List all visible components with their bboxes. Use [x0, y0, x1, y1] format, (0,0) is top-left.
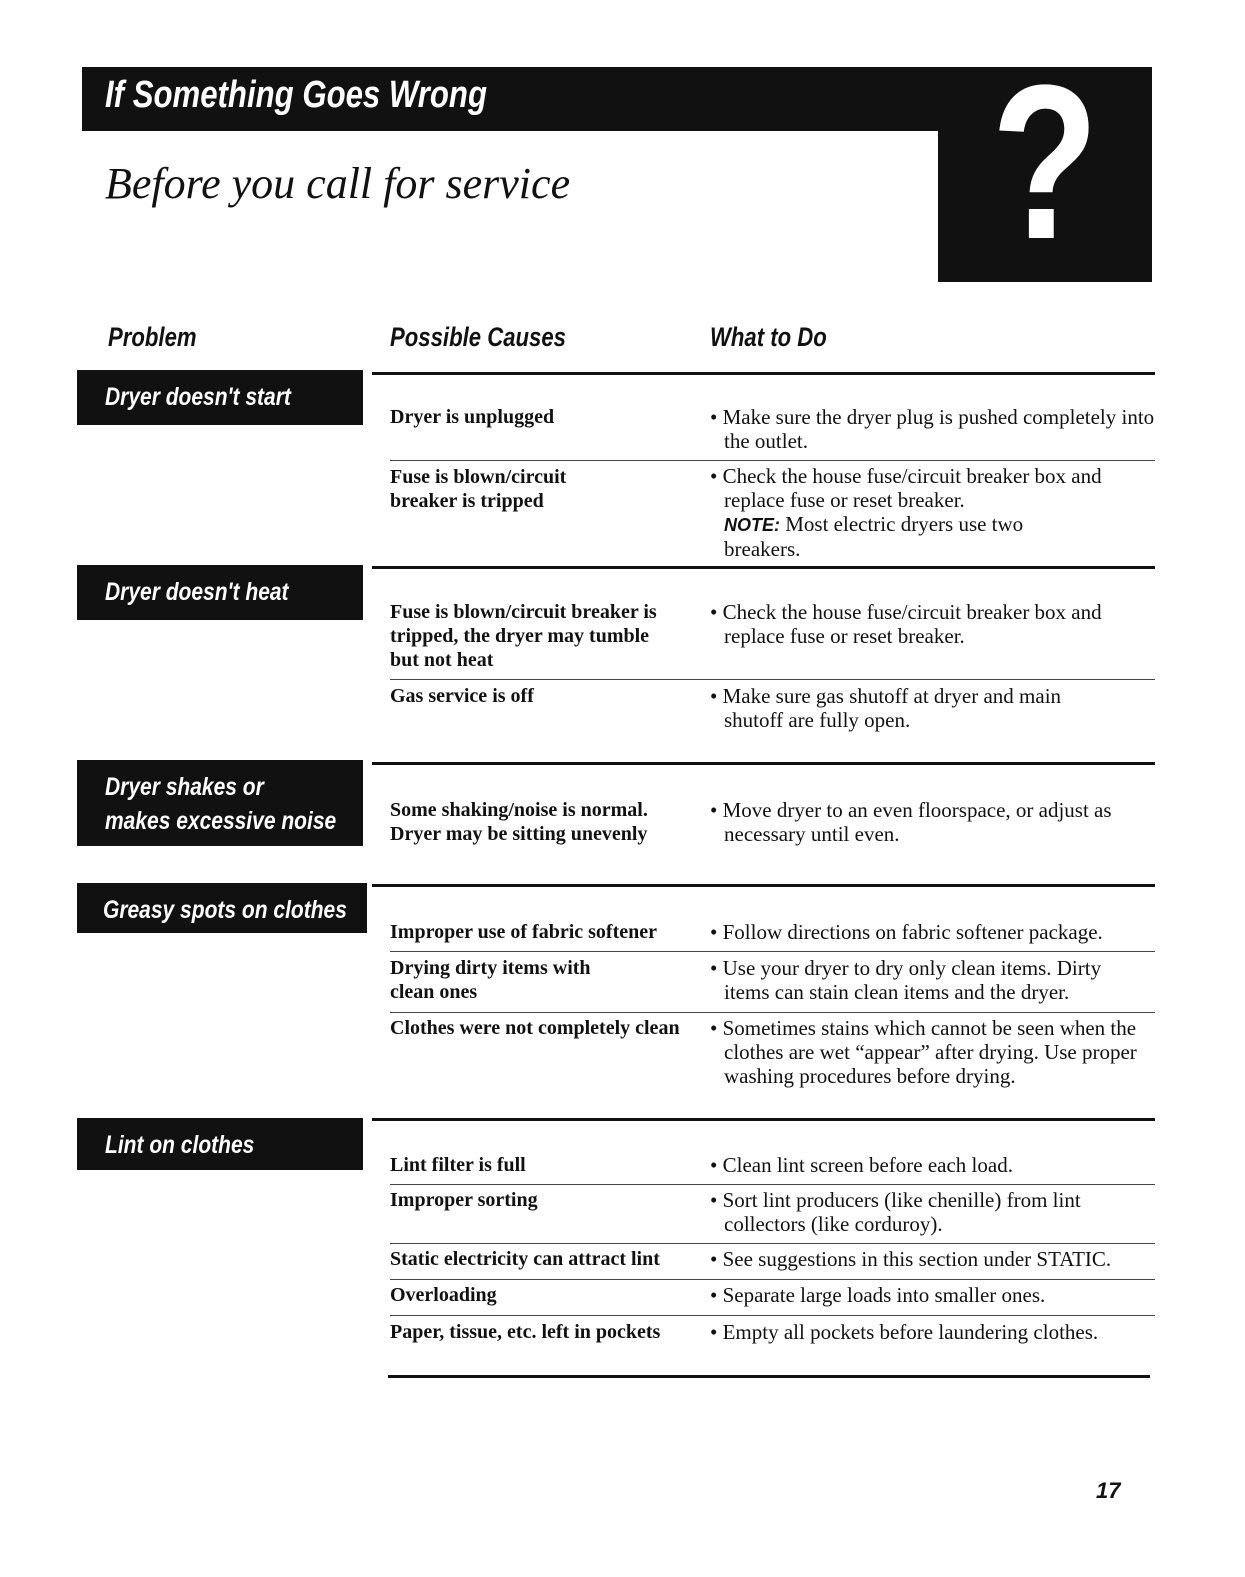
problem-label-greasy-spots: Greasy spots on clothes: [77, 883, 367, 933]
todo-text: • Move dryer to an even floorspace, or adjust as necessary until even.: [710, 798, 1112, 846]
todo-text: • Clean lint screen before each load.: [710, 1153, 1013, 1177]
page-subtitle: Before you call for service: [105, 159, 571, 208]
todo-text: • Sort lint producers (like chenille) from lint collectors (like corduroy).: [710, 1188, 1081, 1236]
section-rule: [372, 1118, 1155, 1121]
column-header-causes: Possible Causes: [390, 322, 566, 352]
todo-text: • Empty all pockets before laundering clothes.: [710, 1320, 1099, 1344]
column-header-todo: What to Do: [710, 322, 827, 352]
page-number: 17: [1096, 1478, 1121, 1503]
cause-text: Improper sorting: [390, 1189, 538, 1211]
row-divider: [390, 1184, 1155, 1185]
page-title: If Something Goes Wrong: [105, 74, 488, 116]
cause-text: Static electricity can attract lint: [390, 1248, 660, 1270]
section-rule: [372, 884, 1155, 887]
section-rule: [372, 566, 1155, 569]
note-label: NOTE:: [724, 515, 780, 535]
row-divider: [390, 1279, 1155, 1280]
problem-label-lint: Lint on clothes: [77, 1118, 363, 1170]
cause-text: Fuse is blown/circuit breaker is tripped, the dryer may tumble but not heat: [390, 601, 657, 671]
todo-text: • Check the house fuse/circuit breaker box and replace fuse or reset breaker.: [710, 600, 1102, 648]
problem-label-shakes-noise: Dryer shakes or makes excessive noise: [77, 760, 363, 846]
row-divider: [390, 679, 1155, 680]
cause-text: Fuse is blown/circuit breaker is tripped: [390, 466, 567, 512]
todo-text: • Make sure the dryer plug is pushed completely into the outlet.: [710, 405, 1155, 453]
cause-text: Lint filter is full: [390, 1154, 526, 1176]
todo-text: • Check the house fuse/circuit breaker box and replace fuse or reset breaker. NOTE: Most electric dryers use two breakers.: [710, 464, 1102, 561]
bottom-rule: [388, 1375, 1150, 1378]
cause-text: Drying dirty items with clean ones: [390, 957, 591, 1003]
todo-text: • Sometimes stains which cannot be seen when the clothes are wet “appear” after drying. Use proper washing procedures before drying.: [710, 1016, 1137, 1088]
section-rule: [372, 372, 1155, 375]
row-divider: [390, 460, 1155, 461]
row-divider: [390, 1243, 1155, 1244]
problem-label-doesnt-start: Dryer doesn't start: [77, 370, 363, 425]
todo-text: • Make sure gas shutoff at dryer and main shutoff are fully open.: [710, 684, 1062, 732]
cause-text: Some shaking/noise is normal. Dryer may be sitting unevenly: [390, 799, 648, 845]
cause-text: Improper use of fabric softener: [390, 921, 657, 943]
cause-text: Clothes were not completely clean: [390, 1017, 680, 1039]
row-divider: [390, 1315, 1155, 1316]
question-mark-icon: ?: [991, 39, 1099, 285]
section-rule: [372, 762, 1155, 765]
todo-text: • Use your dryer to dry only clean items. Dirty items can stain clean items and the dryer.: [710, 956, 1102, 1004]
problem-label-doesnt-heat: Dryer doesn't heat: [77, 565, 363, 620]
todo-text: • Separate large loads into smaller ones.: [710, 1283, 1046, 1307]
todo-text: • See suggestions in this section under STATIC.: [710, 1247, 1112, 1271]
note-text: Most electric dryers use two breakers.: [724, 512, 1024, 561]
todo-text: • Follow directions on fabric softener package.: [710, 920, 1103, 944]
row-divider: [390, 1012, 1155, 1013]
row-divider: [390, 951, 1155, 952]
cause-text: Paper, tissue, etc. left in pockets: [390, 1321, 661, 1343]
column-header-problem: Problem: [108, 322, 197, 352]
cause-text: Overloading: [390, 1284, 497, 1306]
cause-text: Dryer is unplugged: [390, 406, 555, 428]
cause-text: Gas service is off: [390, 685, 534, 707]
